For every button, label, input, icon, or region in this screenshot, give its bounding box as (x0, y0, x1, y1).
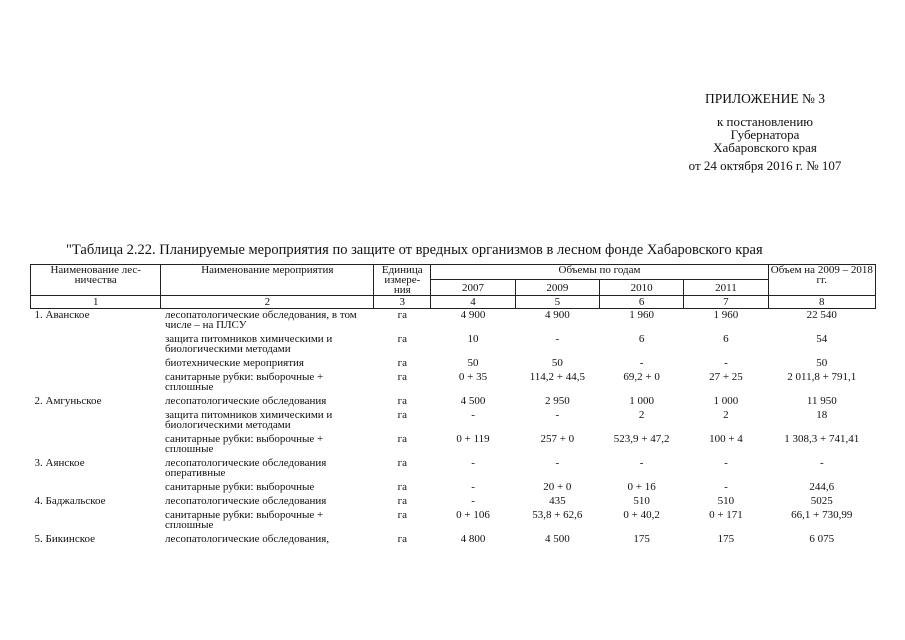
value-2007-cell: 50 (467, 357, 479, 369)
value-2010-cell: 6 (638, 333, 645, 345)
table-row (31, 409, 876, 433)
total-cell: 66,1 + 730,99 (791, 509, 853, 521)
total-cell: 54 (816, 333, 828, 345)
unit-cell: га (397, 509, 407, 521)
header-year: 2007 (431, 280, 515, 296)
appendix-block (640, 92, 890, 172)
total-cell: 50 (816, 357, 828, 369)
column-number: 1 (31, 296, 161, 309)
value-2007-cell: - (471, 495, 475, 507)
total-cell: 6 075 (809, 533, 835, 545)
table-row (31, 395, 876, 409)
column-number: 4 (431, 296, 515, 309)
value-2010-cell: 1 960 (629, 309, 654, 321)
total-cell: 5025 (810, 495, 833, 507)
appendix-line: Губернатора (730, 127, 800, 142)
value-2009-cell: 114,2 + 44,5 (529, 371, 585, 383)
table-row (31, 357, 876, 371)
header-year: 2010 (599, 280, 683, 296)
appendix-heading: ПРИЛОЖЕНИЕ № 3 (704, 91, 826, 106)
measure-cell: санитарные рубки: выборочные + сплошные (164, 371, 324, 393)
header-measure: Наименование мероприятия (161, 265, 374, 296)
unit-cell: га (397, 433, 407, 445)
table-row (31, 481, 876, 495)
total-cell: 11 950 (806, 395, 837, 407)
value-2007-cell: 0 + 106 (456, 509, 490, 521)
appendix-line: Хабаровского края (713, 140, 817, 155)
measure-cell: лесопатологические обследования оперативные (164, 457, 327, 479)
column-number: 6 (599, 296, 683, 309)
value-2011-cell: - (724, 481, 728, 493)
forestry-cell: 4. Баджальское (34, 495, 106, 507)
value-2010-cell: 1 000 (629, 395, 654, 407)
header-year: 2009 (515, 280, 599, 296)
forestry-cell: 1. Аванское (34, 309, 90, 321)
value-2010-cell: 0 + 16 (627, 481, 656, 493)
table-row (31, 433, 876, 457)
value-2009-cell: - (555, 333, 560, 345)
value-2011-cell: 6 (723, 333, 729, 345)
table-body (31, 309, 876, 548)
forestry-cell (31, 333, 161, 357)
value-2010-cell: 69,2 + 0 (623, 371, 660, 383)
value-2011-cell: 100 + 4 (709, 433, 743, 445)
value-2011-cell: 0 + 171 (709, 509, 743, 521)
total-cell: 244,6 (809, 481, 835, 493)
value-2009-cell: 20 + 0 (543, 481, 572, 493)
measure-cell: лесопатологические обследования, (164, 533, 330, 545)
forestry-cell (31, 433, 161, 457)
value-2010-cell: 0 + 40,2 (623, 509, 660, 521)
value-2009-cell: 53,8 + 62,6 (532, 509, 583, 521)
measure-cell: санитарные рубки: выборочные (164, 481, 315, 493)
value-2011-cell: 175 (717, 533, 735, 545)
unit-cell: га (397, 495, 407, 507)
measure-cell: лесопатологические обследования, в том числе – на ПЛСУ (164, 309, 357, 331)
forestry-cell (31, 371, 161, 395)
table-row (31, 333, 876, 357)
unit-cell: га (397, 357, 407, 369)
unit-cell: га (397, 481, 407, 493)
value-2007-cell: 0 + 119 (456, 433, 490, 445)
table-row (31, 533, 876, 547)
unit-cell: га (397, 395, 407, 407)
measure-cell: биотехнические мероприятия (164, 357, 304, 369)
header-volumes-by-year: Объемы по годам (431, 265, 768, 280)
table-row (31, 371, 876, 395)
value-2009-cell: - (555, 457, 560, 469)
measure-cell: защита питомников химическими и биологическими методами (164, 409, 333, 431)
value-2010-cell: 2 (638, 409, 645, 421)
appendix-line: к постановлению (716, 114, 814, 129)
value-2009-cell: - (555, 409, 560, 421)
table-row (31, 495, 876, 509)
unit-cell: га (397, 409, 407, 421)
total-cell: - (819, 457, 824, 469)
forestry-cell (31, 409, 161, 433)
table-row (31, 457, 876, 481)
value-2009-cell: 2 950 (544, 395, 570, 407)
column-number: 3 (374, 296, 431, 309)
value-2010-cell: - (639, 457, 644, 469)
value-2010-cell: 510 (633, 495, 650, 507)
value-2009-cell: 4 900 (544, 309, 570, 321)
value-2007-cell: 0 + 35 (458, 371, 488, 383)
appendix-date: от 24 октября 2016 г. № 107 (688, 158, 842, 173)
value-2009-cell: 4 500 (544, 533, 570, 545)
header-total: Объем на 2009 – 2018 гг. (768, 265, 875, 296)
table-title: "Таблица 2.22. Планируемые мероприятия по защите от вредных организмов в лесном фонде Хабаровского края (66, 242, 763, 258)
forestry-cell: 3. Аянское (34, 457, 85, 469)
value-2011-cell: 510 (717, 495, 735, 507)
total-cell: 22 540 (806, 309, 837, 321)
value-2009-cell: 50 (551, 357, 563, 369)
value-2011-cell: - (724, 457, 728, 469)
column-number: 5 (515, 296, 599, 309)
column-number: 2 (161, 296, 374, 309)
value-2007-cell: 4 800 (460, 533, 486, 545)
value-2007-cell: - (471, 409, 475, 421)
unit-cell: га (397, 371, 407, 383)
value-2010-cell: 175 (633, 533, 650, 545)
value-2010-cell: 523,9 + 47,2 (613, 433, 670, 445)
measure-cell: защита питомников химическими и биологическими методами (164, 333, 333, 355)
unit-cell: га (397, 309, 407, 321)
value-2007-cell: 10 (467, 333, 479, 345)
value-2007-cell: 4 500 (460, 395, 486, 407)
forestry-cell (31, 481, 161, 495)
column-number: 7 (684, 296, 768, 309)
value-2011-cell: - (724, 357, 728, 369)
forestry-cell (31, 509, 161, 533)
measures-table (30, 264, 876, 547)
measure-cell: лесопатологические обследования (164, 495, 327, 507)
value-2011-cell: 1 000 (713, 395, 739, 407)
forestry-cell (31, 357, 161, 371)
column-number: 8 (768, 296, 875, 309)
total-cell: 1 308,3 + 741,41 (784, 433, 860, 445)
measure-cell: санитарные рубки: выборочные + сплошные (164, 509, 324, 531)
value-2011-cell: 27 + 25 (709, 371, 743, 383)
header-forestry: Наименование лес-ничества (31, 265, 161, 296)
value-2011-cell: 2 (723, 409, 729, 421)
value-2007-cell: 4 900 (460, 309, 486, 321)
total-cell: 2 011,8 + 791,1 (787, 371, 857, 383)
value-2007-cell: - (471, 481, 475, 493)
table-row (31, 309, 876, 334)
forestry-cell: 5. Бикинское (34, 533, 96, 545)
value-2011-cell: 1 960 (713, 309, 739, 321)
total-cell: 18 (816, 409, 828, 421)
unit-cell: га (397, 533, 407, 545)
value-2010-cell: - (639, 357, 644, 369)
value-2007-cell: - (471, 457, 475, 469)
unit-cell: га (397, 333, 407, 345)
value-2009-cell: 257 + 0 (540, 433, 575, 445)
unit-cell: га (397, 457, 407, 469)
measure-cell: санитарные рубки: выборочные + сплошные (164, 433, 324, 455)
value-2009-cell: 435 (549, 495, 566, 507)
header-unit: Единица измере-ния (374, 265, 431, 296)
table-row (31, 509, 876, 533)
forestry-cell: 2. Амгуньское (34, 395, 102, 407)
header-year: 2011 (684, 280, 768, 296)
measure-cell: лесопатологические обследования (164, 395, 327, 407)
